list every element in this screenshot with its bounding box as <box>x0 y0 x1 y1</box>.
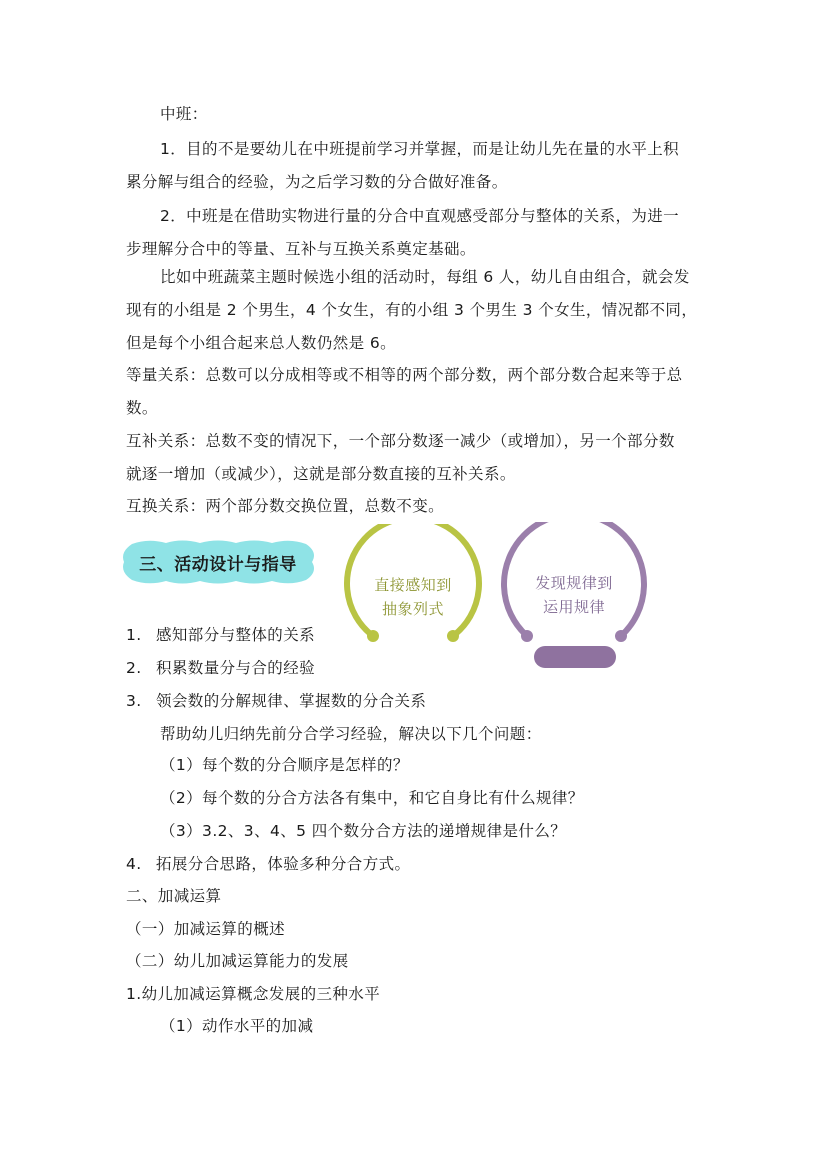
paragraph-line: 互换关系：两个部分数交换位置，总数不变。 <box>126 497 445 515</box>
list-item-text: 拓展分合思路，体验多种分合方式。 <box>156 855 411 873</box>
banner-label: 三、活动设计与指导 <box>139 554 297 575</box>
question-item: （1）每个数的分合顺序是怎样的？ <box>160 756 409 774</box>
green-arc-end-dot <box>447 630 459 642</box>
purple-circle-line: 运用规律 <box>542 598 605 616</box>
list-item <box>126 624 315 646</box>
green-circle-line: 抽象列式 <box>381 600 444 618</box>
green-circle-text <box>353 573 473 621</box>
outline-subheading: 1.幼儿加减运算概念发展的三种水平 <box>126 985 381 1003</box>
green-arc-end-dot <box>367 630 379 642</box>
paragraph-line: 帮助幼儿归纳先前分合学习经验，解决以下几个问题： <box>160 725 542 743</box>
paragraph-line: 比如中班蔬菜主题时候选小组的活动时，每组 6 人，幼儿自由组合，就会发 <box>160 268 690 286</box>
list-item-text: 领会数的分解规律、掌握数的分合关系 <box>156 692 427 710</box>
list-item-text: 感知部分与整体的关系 <box>156 626 316 644</box>
paragraph-line: 但是每个小组合起来总人数仍然是 6。 <box>126 334 396 352</box>
paragraph-line: 步理解分合中的等量、互补与互换关系奠定基础。 <box>126 240 476 258</box>
list-item-text: 积累数量分与合的经验 <box>156 659 316 677</box>
list-item <box>126 657 315 679</box>
outline-subheading: （1）动作水平的加减 <box>160 1017 314 1035</box>
paragraph-line: 2．中班是在借助实物进行量的分合中直观感受部分与整体的关系，为进一 <box>160 207 680 225</box>
paragraph-line: 累分解与组合的经验，为之后学习数的分合做好准备。 <box>126 173 508 191</box>
list-item <box>126 853 410 875</box>
outline-subheading: （二）幼儿加减运算能力的发展 <box>126 952 349 970</box>
paragraph-line: 就逐一增加（或减少），这就是部分数直接的互补关系。 <box>126 465 516 483</box>
list-item-number: 3. <box>126 692 142 710</box>
paragraph-line: 数。 <box>126 399 158 417</box>
paragraph-line: 1．目的不是要幼儿在中班提前学习并掌握，而是让幼儿先在量的水平上积 <box>160 140 680 158</box>
purple-arc-end-dot <box>521 630 533 642</box>
paragraph-line: 等量关系：总数可以分成相等或不相等的两个部分数，两个部分数合起来等于总 <box>126 366 683 384</box>
question-item: （3）3.2、3、4、5 四个数分合方法的递增规律是什么？ <box>160 822 567 840</box>
outline-subheading: （一）加减运算的概述 <box>126 920 286 938</box>
section-banner <box>118 538 318 586</box>
section-heading: 中班： <box>160 105 208 123</box>
list-item-number: 4. <box>126 855 142 873</box>
purple-circle-line: 发现规律到 <box>535 574 613 592</box>
list-item-number: 1. <box>126 626 142 644</box>
purple-arc-end-dot <box>615 630 627 642</box>
question-item: （2）每个数的分合方法各有集中，和它自身比有什么规律？ <box>160 789 584 807</box>
purple-circle-text <box>514 571 634 619</box>
paragraph-line: 互补关系：总数不变的情况下，一个部分数逐一减少（或增加），另一个部分数 <box>126 432 675 450</box>
green-circle-line: 直接感知到 <box>374 576 452 594</box>
purple-pill-shape <box>534 646 616 668</box>
list-item-number: 2. <box>126 659 142 677</box>
outline-heading: 二、加减运算 <box>126 887 222 905</box>
paragraph-line: 现有的小组是 2 个男生，4 个女生，有的小组 3 个男生 3 个女生，情况都不同， <box>126 301 698 319</box>
list-item <box>126 690 426 712</box>
